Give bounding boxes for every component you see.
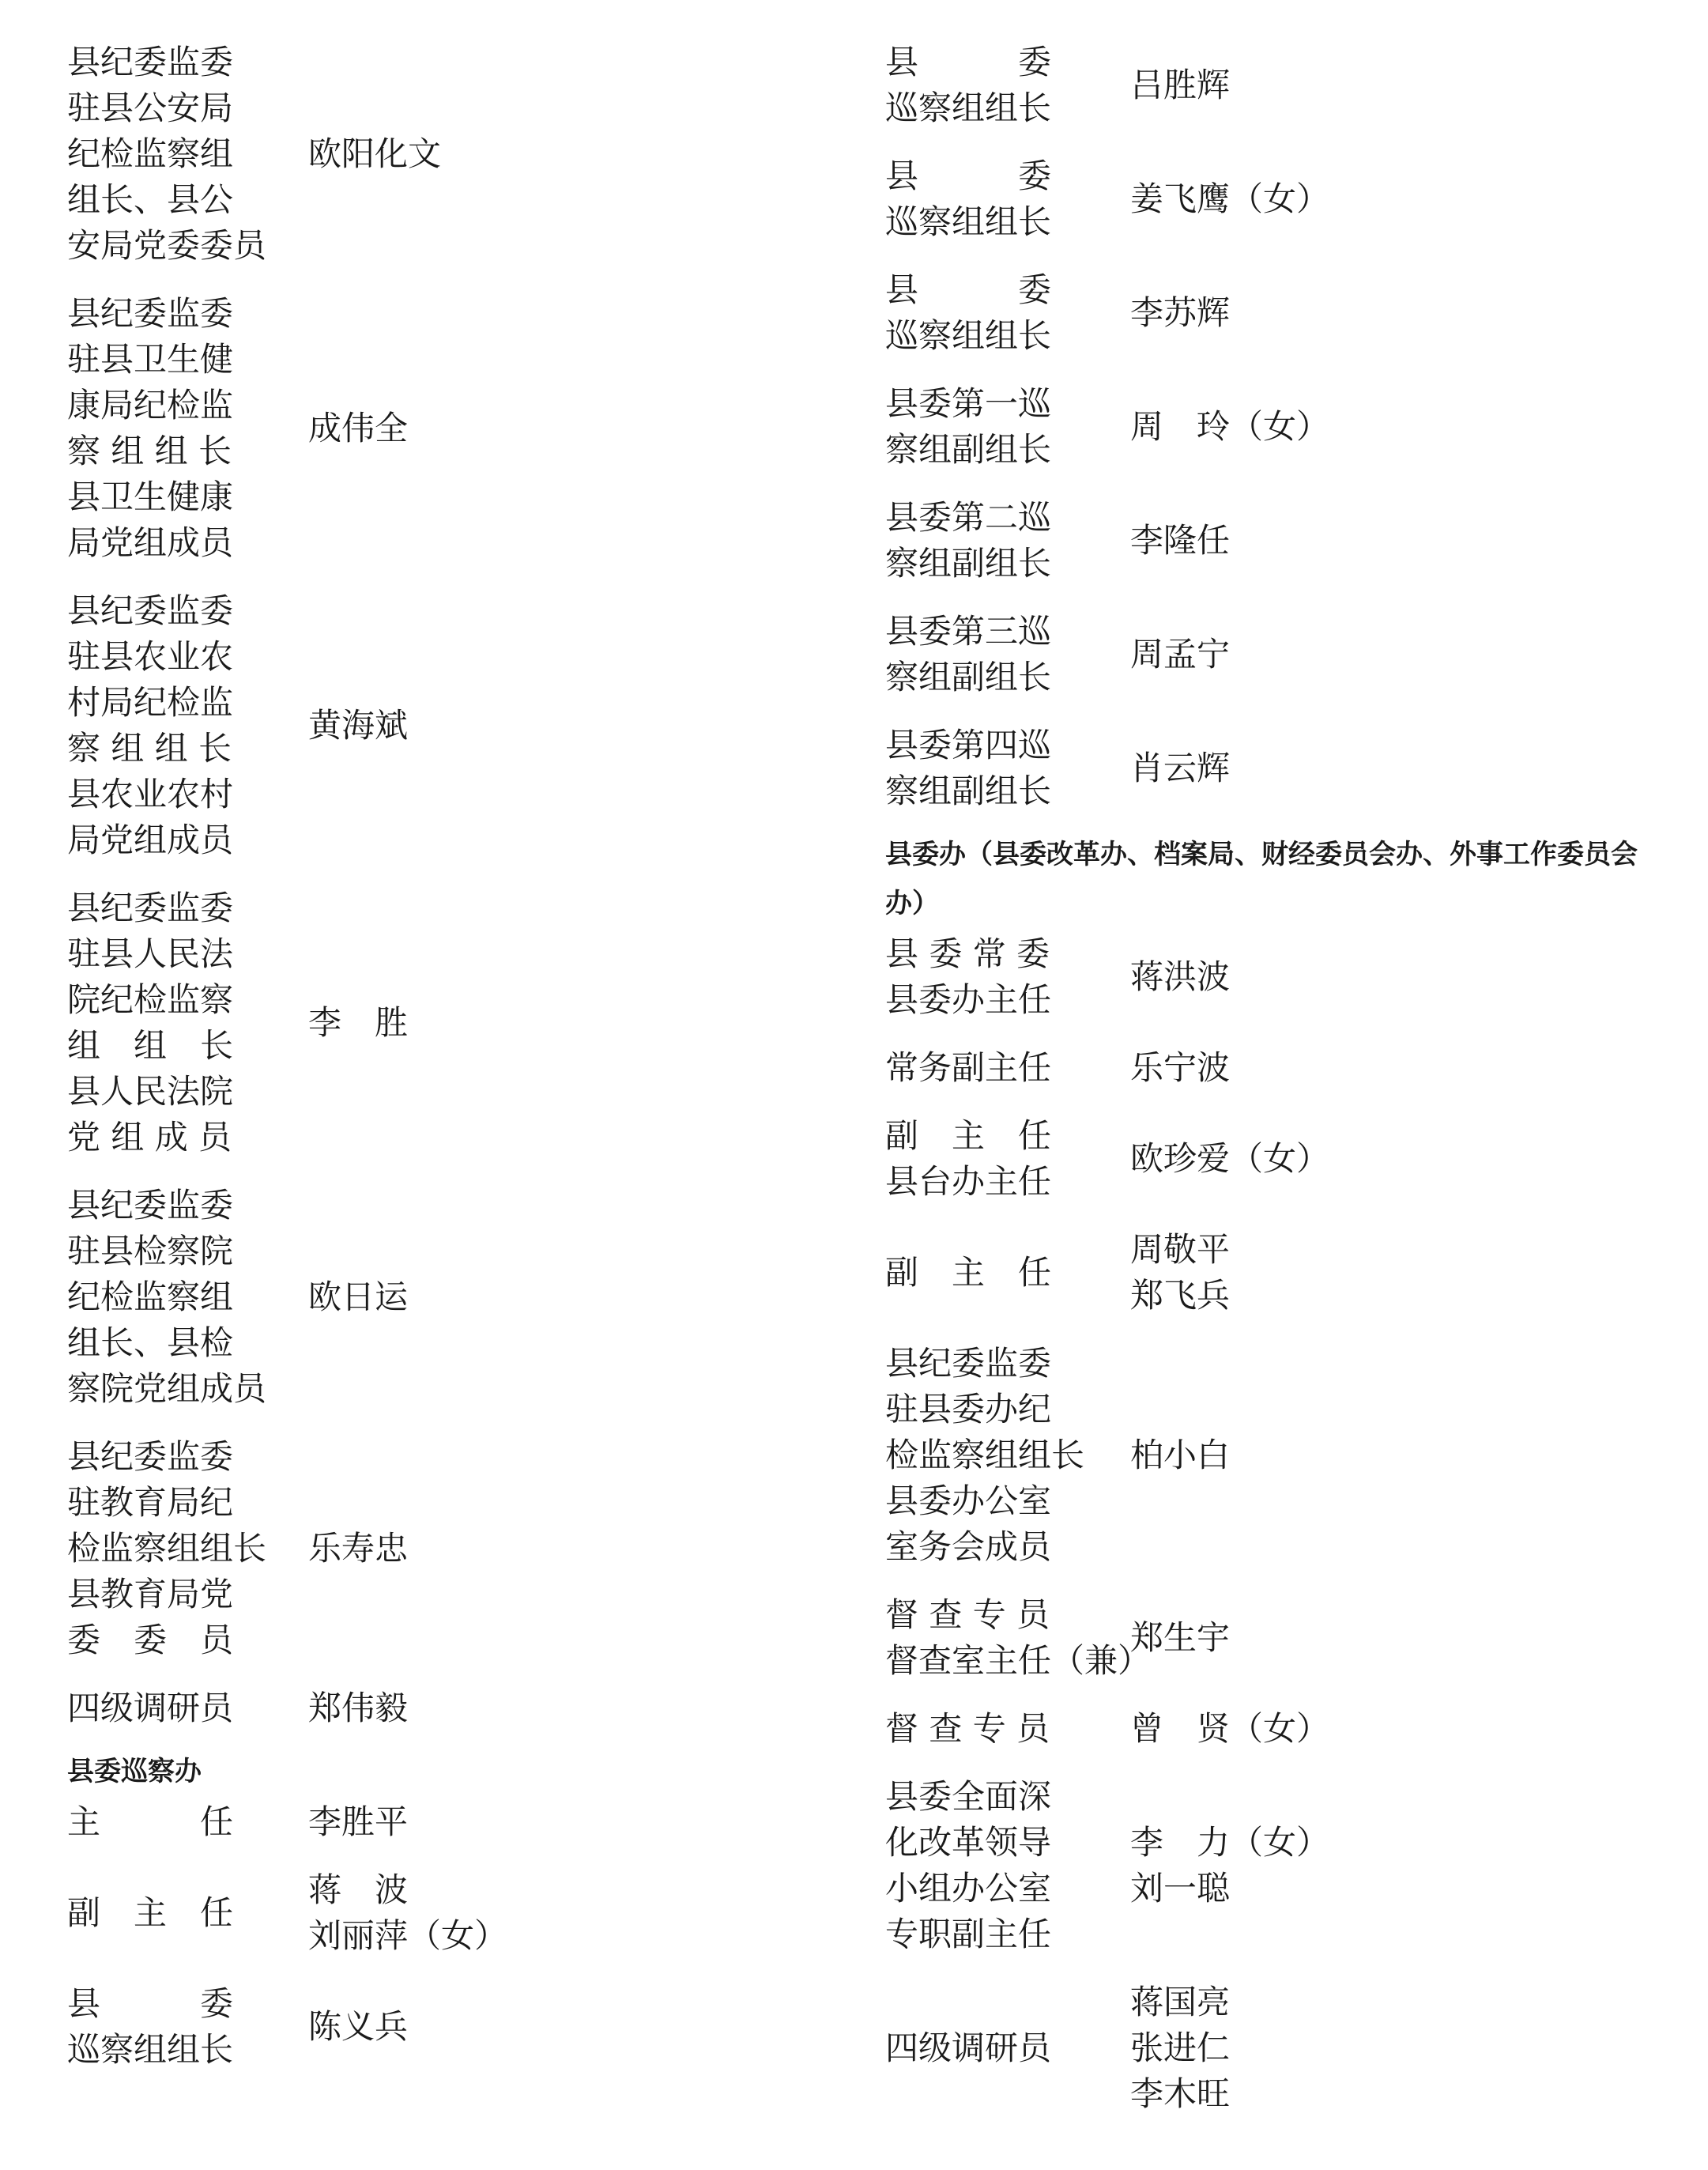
roster-entry: [885, 1592, 1676, 1684]
roster-entry: [885, 381, 1676, 473]
person-name: 陈义兵: [308, 2007, 409, 2046]
roster-entry: [67, 291, 779, 566]
person-names: [1130, 1227, 1230, 1319]
position-title: [885, 1045, 1130, 1091]
position-title-line: 组 组 长: [67, 1026, 234, 1065]
position-title-line: 督 查 专 员: [885, 1595, 1050, 1634]
person-name: 周孟宁: [1130, 635, 1231, 674]
roster-entry: [885, 1979, 1676, 2117]
position-title-line: 驻县检察院: [67, 1232, 234, 1270]
person-name: 欧珍爱（女）: [1130, 1139, 1330, 1178]
person-name: 郑生宇: [1130, 1618, 1231, 1657]
position-title: [67, 1799, 308, 1845]
roster-entry: [885, 1706, 1676, 1752]
position-title-line: 局党组成员: [67, 523, 234, 562]
position-title-line: 委 委 员: [67, 1621, 234, 1659]
right-section-2: [885, 931, 1676, 2117]
position-title-line: 县委办主任: [885, 980, 1052, 1019]
person-names: [308, 2004, 408, 2050]
roster-entry: [885, 40, 1676, 131]
position-title-line: 常务副主任: [885, 1048, 1052, 1087]
roster-entry: [67, 588, 779, 863]
position-title-line: 主 任: [67, 1802, 234, 1841]
position-title-line: 县委全面深: [885, 1777, 1052, 1816]
roster-entry: [67, 1867, 779, 1959]
position-title-line: 村局纪检监: [67, 683, 234, 722]
position-title-line: 县 委 常 委: [885, 934, 1050, 973]
person-names: [1130, 1706, 1329, 1752]
person-names: [308, 1685, 408, 1731]
person-names: [1130, 404, 1329, 450]
person-name: 成伟全: [308, 409, 409, 447]
roster-entry: [67, 885, 779, 1160]
position-title-line: 县纪委监委: [67, 43, 234, 81]
position-title: [885, 931, 1130, 1023]
person-name: 李 力（女）: [1130, 1823, 1330, 1862]
person-names: [1130, 518, 1230, 564]
position-title-line: 县 委: [885, 270, 1052, 309]
position-title: [67, 1981, 308, 2073]
position-title: [67, 588, 308, 863]
position-title-line: 县纪委监委: [67, 591, 234, 630]
person-names: [1130, 176, 1329, 222]
person-name: 李胜平: [308, 1802, 409, 1841]
position-title-line: 专职副主任: [885, 1915, 1052, 1953]
position-title: [885, 153, 1130, 245]
roster-entry: [885, 1045, 1676, 1091]
position-title-line: 四级调研员: [885, 2028, 1052, 2067]
position-title-line: 察组副组长: [885, 772, 1052, 810]
position-title-line: 检监察组组长: [885, 1436, 1085, 1474]
left-section-2: [67, 1799, 779, 2073]
position-title-line: 化改革领导: [885, 1823, 1052, 1862]
position-title-line: 四级调研员: [67, 1689, 234, 1727]
position-title: [885, 495, 1130, 587]
position-title-line: 副 主 任: [885, 1116, 1052, 1155]
person-name: 欧日运: [308, 1277, 409, 1316]
position-title: [885, 1706, 1130, 1752]
roster-entry: [67, 1685, 779, 1731]
position-title: [67, 885, 308, 1160]
position-title-line: 驻县人民法: [67, 934, 234, 973]
person-names: [308, 1000, 408, 1046]
roster-entry: [67, 1981, 779, 2073]
person-names: [1130, 954, 1230, 1000]
roster-entry: [67, 1799, 779, 1845]
position-title-line: 院纪检监察: [67, 980, 234, 1019]
person-name: 姜飞鹰（女）: [1130, 179, 1330, 218]
position-title-line: 副 主 任: [67, 1893, 234, 1932]
position-title: [885, 2025, 1130, 2071]
roster-entry: [885, 1774, 1676, 1957]
person-names: [1130, 62, 1230, 108]
position-title-line: 县 委: [885, 157, 1052, 195]
person-name: 郑飞兵: [1130, 1276, 1231, 1315]
person-names: [308, 406, 408, 451]
person-names: [308, 131, 441, 177]
position-title: [67, 291, 308, 566]
person-names: [308, 1526, 408, 1572]
position-title: [67, 1434, 308, 1663]
position-title-line: 组长、县检: [67, 1323, 234, 1362]
person-name: 张进仁: [1130, 2028, 1231, 2067]
roster-entry: [885, 495, 1676, 587]
person-name: 郑伟毅: [308, 1689, 409, 1727]
person-names: [1130, 290, 1230, 336]
person-name: 周敬平: [1130, 1230, 1231, 1269]
position-title: [885, 723, 1130, 814]
position-title: [885, 1113, 1130, 1205]
person-name: 刘丽萍（女）: [308, 1916, 508, 1955]
position-title: [885, 1250, 1130, 1296]
person-name: 欧阳化文: [308, 134, 442, 173]
position-title-line: 督 查 专 员: [885, 1709, 1050, 1748]
roster-entry: [67, 1183, 779, 1412]
roster-entry: [885, 931, 1676, 1023]
section-heading-county-office: 县委办（县委改革办、档案局、财经委员会办、外事工作委员会办）: [885, 839, 1638, 919]
person-name: 李隆任: [1130, 521, 1231, 560]
person-name: 蒋洪波: [1130, 957, 1231, 996]
position-title-line: 安局党委委员: [67, 226, 267, 265]
person-name: 李苏辉: [1130, 293, 1231, 332]
position-title-line: 组长、县公: [67, 180, 234, 219]
position-title-line: 驻县卫生健: [67, 340, 234, 379]
position-title-line: 察 组 组 长: [67, 432, 232, 470]
person-name: 周 玲（女）: [1130, 407, 1330, 446]
position-title-line: 督查室主任（兼）: [885, 1641, 1152, 1680]
position-title-line: 县纪委监委: [885, 1344, 1052, 1383]
person-names: [1130, 1615, 1230, 1661]
position-title-line: 驻教育局纪: [67, 1483, 234, 1522]
person-name: 柏小白: [1130, 1436, 1231, 1474]
person-names: [308, 1274, 408, 1320]
position-title-line: 县卫生健康: [67, 477, 234, 516]
position-title-line: 党 组 成 员: [67, 1118, 232, 1157]
person-name: 肖云辉: [1130, 749, 1231, 787]
position-title-line: 县纪委监委: [67, 1186, 234, 1225]
roster-entry: [67, 1434, 779, 1663]
roster-entry: [67, 40, 779, 269]
position-title-line: 察组副组长: [885, 430, 1052, 469]
person-name: 蒋 波: [308, 1870, 409, 1909]
person-name: 蒋国亮: [1130, 1983, 1231, 2021]
person-names: [308, 703, 408, 749]
position-title-line: 巡察组组长: [885, 316, 1052, 355]
position-title-line: 县农业农村: [67, 775, 234, 813]
position-title-line: 驻县农业农: [67, 637, 234, 676]
position-title-line: 巡察组组长: [67, 2030, 234, 2069]
position-title-line: 巡察组组长: [885, 202, 1052, 241]
position-title-line: 检监察组组长: [67, 1529, 267, 1568]
position-title: [67, 1890, 308, 1936]
roster-entry: [885, 153, 1676, 245]
position-title-line: 县教育局党: [67, 1575, 234, 1613]
person-names: [1130, 1820, 1329, 1911]
position-title: [885, 1774, 1130, 1957]
position-title: [885, 267, 1130, 359]
person-names: [308, 1867, 507, 1959]
position-title-line: 驻县公安局: [67, 89, 234, 127]
position-title-line: 纪检监察组: [67, 1277, 234, 1316]
person-name: 李 胜: [308, 1003, 409, 1042]
roster-entry: [885, 609, 1676, 700]
roster-entry: [885, 1227, 1676, 1319]
position-title-line: 县纪委监委: [67, 294, 234, 333]
position-title: [67, 1685, 308, 1731]
position-title-line: 纪检监察组: [67, 134, 234, 173]
position-title: [885, 609, 1130, 700]
right-section-1: [885, 40, 1676, 814]
section-heading-inspection-office: 县委巡察办: [67, 1756, 202, 1787]
position-title-line: 察组副组长: [885, 544, 1052, 583]
position-title-line: 县纪委监委: [67, 889, 234, 927]
person-name: 黄海斌: [308, 706, 409, 745]
left-column: [67, 40, 779, 2095]
position-title-line: 县纪委监委: [67, 1437, 234, 1476]
position-title-line: 察组副组长: [885, 658, 1052, 696]
position-title-line: 县 委: [885, 43, 1052, 81]
position-title-line: 县委办公室: [885, 1481, 1052, 1520]
roster-entry: [885, 1113, 1676, 1205]
position-title-line: 县台办主任: [885, 1162, 1052, 1201]
position-title-line: 县委第二巡: [885, 498, 1052, 537]
position-title: [885, 381, 1130, 473]
person-name: 曾 贤（女）: [1130, 1709, 1330, 1748]
position-title-line: 县 委: [67, 1984, 234, 2023]
position-title: [885, 40, 1130, 131]
position-title: [885, 1592, 1152, 1684]
position-title-line: 室务会成员: [885, 1527, 1052, 1566]
position-title: [67, 40, 308, 269]
roster-entry: [885, 267, 1676, 359]
position-title-line: 县委第三巡: [885, 612, 1052, 651]
person-names: [1130, 1045, 1230, 1091]
person-names: [308, 1799, 408, 1845]
roster-entry: [885, 1341, 1676, 1570]
position-title-line: 驻县委办纪: [885, 1390, 1052, 1428]
position-title-line: 察院党组成员: [67, 1369, 267, 1408]
position-title-line: 康局纪检监: [67, 386, 234, 425]
right-column: [885, 40, 1676, 2139]
person-names: [1130, 1432, 1230, 1478]
position-title: [67, 1183, 308, 1412]
position-title-line: 县委第一巡: [885, 384, 1052, 423]
left-section-1: [67, 40, 779, 1731]
roster-entry: [885, 723, 1676, 814]
person-name: 乐寿忠: [308, 1529, 409, 1568]
position-title-line: 县人民法院: [67, 1072, 234, 1111]
person-name: 吕胜辉: [1130, 66, 1231, 104]
position-title-line: 局党组成员: [67, 821, 234, 859]
position-title-line: 县委第四巡: [885, 726, 1052, 764]
person-names: [1130, 745, 1230, 791]
position-title: [885, 1341, 1130, 1570]
person-name: 乐宁波: [1130, 1048, 1231, 1087]
position-title-line: 副 主 任: [885, 1253, 1052, 1292]
position-title-line: 察 组 组 长: [67, 729, 232, 768]
person-name: 李木旺: [1130, 2074, 1231, 2113]
person-names: [1130, 1136, 1329, 1182]
person-names: [1130, 632, 1230, 677]
position-title-line: 小组办公室: [885, 1869, 1052, 1908]
position-title-line: 巡察组组长: [885, 89, 1052, 127]
person-name: 刘一聪: [1130, 1869, 1231, 1908]
person-names: [1130, 1979, 1230, 2117]
